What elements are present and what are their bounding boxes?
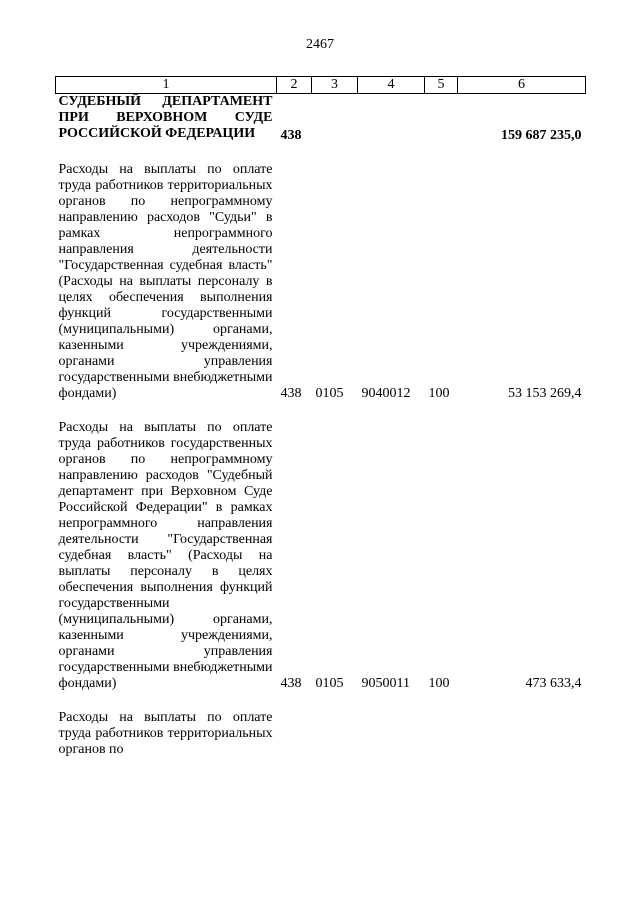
row-description: Расходы на выплаты по оплате труда работников территориальных органов по bbox=[58, 710, 273, 757]
row-description: Расходы на выплаты по оплате труда работников территориальных органов по непрограммному направлению расходов "Судьи" в рамках непрограммного направления деятельности "Государственная судебная власть" (Расходы на выплаты персоналу в целях обеспечения выполнения функций государственными (муниципальными) органами, казенными учреждениями, органами управления государственными внебюджетными фондами) bbox=[58, 162, 273, 401]
department-row bbox=[56, 94, 586, 145]
header-col-2: 2 bbox=[277, 77, 312, 94]
row-spacer bbox=[56, 692, 586, 710]
row-amount: 473 633,4 bbox=[525, 676, 582, 691]
row-description: Расходы на выплаты по оплате труда работников государственных органов по непрограммному направлению расходов "Судебный департамент при Верховном Суде Российской Федерации" в рамках непрограммного направления деятельности "Государственная судебная власть" (Расходы на выплаты персоналу в целях обеспечения выполнения функций государственными (муниципальными) органами, казенными учреждениями, органами управления государственными внебюджетными фондами) bbox=[58, 420, 273, 691]
header-col-6: 6 bbox=[458, 77, 586, 94]
table-row bbox=[56, 162, 586, 402]
department-section bbox=[312, 94, 358, 145]
row-target: 9050011 bbox=[361, 676, 410, 691]
row-section: 0105 bbox=[315, 676, 344, 691]
table-row-partial bbox=[56, 710, 586, 758]
row-section: 0105 bbox=[315, 386, 344, 401]
row-target: 9040012 bbox=[361, 386, 411, 401]
budget-table bbox=[55, 76, 586, 758]
department-code: 438 bbox=[280, 128, 302, 143]
row-type: 100 bbox=[428, 676, 450, 691]
row-grbs: 438 bbox=[280, 676, 302, 691]
row-amount: 53 153 269,4 bbox=[508, 386, 582, 401]
header-row bbox=[56, 77, 586, 94]
department-target bbox=[358, 94, 425, 145]
table-row bbox=[56, 420, 586, 692]
header-col-1: 1 bbox=[56, 77, 277, 94]
row-type: 100 bbox=[428, 386, 450, 401]
header-col-4: 4 bbox=[358, 77, 425, 94]
page-number: 2467 bbox=[306, 37, 334, 52]
department-amount: 159 687 235,0 bbox=[501, 128, 582, 143]
header-col-3: 3 bbox=[312, 77, 358, 94]
row-spacer bbox=[56, 402, 586, 420]
row-grbs: 438 bbox=[280, 386, 302, 401]
header-col-5: 5 bbox=[425, 77, 458, 94]
department-type bbox=[425, 94, 458, 145]
table-header bbox=[56, 77, 586, 94]
department-name: СУДЕБНЫЙ ДЕПАРТАМЕНТ ПРИ ВЕРХОВНОМ СУДЕ РОССИЙСКОЙ ФЕДЕРАЦИИ bbox=[58, 94, 273, 141]
row-spacer bbox=[56, 144, 586, 162]
